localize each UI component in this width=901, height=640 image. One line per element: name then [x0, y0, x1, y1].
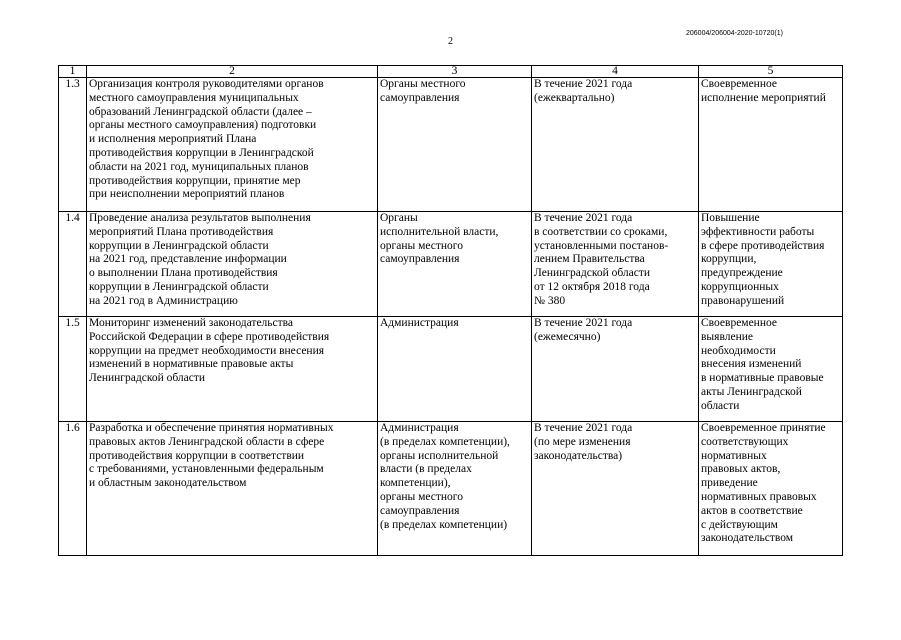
column-header: 3	[378, 66, 532, 78]
table-row	[59, 212, 843, 317]
cell-text-line: В течение 2021 года	[534, 422, 633, 434]
cell-text-line: № 380	[534, 294, 566, 307]
cell-text-line: лением Правительства	[534, 253, 645, 266]
item-number: 1.3	[59, 78, 87, 212]
column-header: 5	[699, 66, 843, 78]
cell-text-line: коррупции в Ленинградской области	[89, 239, 269, 252]
cell-text-line: соответствующих	[701, 435, 789, 448]
cell-text-line: в сфере противодействия	[701, 239, 825, 252]
cell-text-line: коррупции в Ленинградской области	[89, 280, 269, 293]
cell-text-line: Ленинградской области	[534, 267, 651, 280]
cell-text-line: (в пределах компетенции)	[380, 518, 508, 531]
cell-text-line: области	[701, 399, 740, 412]
cell-text-line: Своевременное принятие	[701, 422, 826, 434]
cell-text-line: в нормативные правовые	[701, 372, 824, 385]
cell-text-line: эффективности работы	[701, 225, 815, 238]
cell-text-line: противодействия коррупции в Ленинградской	[89, 146, 314, 159]
cell-text-line: выявление	[701, 330, 753, 343]
cell-text-line: и исполнения мероприятий Плана	[89, 133, 257, 146]
cell-text-line: (в пределах компетенции),	[380, 435, 510, 448]
term-cell	[532, 317, 699, 422]
cell-text-line: и областным законодательством	[89, 477, 247, 490]
cell-text-line: с требованиями, установленными федеральным	[89, 463, 324, 476]
anti-corruption-plan-table	[58, 65, 843, 556]
table-header-row	[59, 66, 843, 78]
item-number: 1.6	[59, 422, 87, 556]
cell-text-line: законодательством	[701, 532, 794, 545]
cell-text-line: власти (в пределах	[380, 463, 472, 476]
cell-text-line: на 2021 год в Администрацию	[89, 294, 238, 307]
cell-text-line: исполнение мероприятий	[701, 91, 826, 104]
cell-text-line: правовых актов Ленинградской области в сфере	[89, 435, 325, 448]
item-number: 1.5	[59, 317, 87, 422]
cell-text-line: установленными постанов-	[534, 239, 669, 252]
item-number: 1.4	[59, 212, 87, 317]
cell-text-line: В течение 2021 года	[534, 78, 633, 90]
result-cell	[699, 212, 843, 317]
cell-text-line: образований Ленинградской области (далее –	[89, 105, 312, 118]
column-header: 4	[532, 66, 699, 78]
term-cell	[532, 422, 699, 556]
cell-text-line: Администрация	[380, 317, 459, 329]
result-cell	[699, 78, 843, 212]
cell-text-line: законодательства)	[534, 449, 623, 462]
document-id: 206004/206004-2020-10720(1)	[686, 30, 783, 37]
cell-text-line: правовых актов,	[701, 463, 781, 476]
cell-text-line: Российской Федерации в сфере противодействия	[89, 330, 330, 343]
cell-text-line: самоуправления	[380, 504, 460, 517]
cell-text-line: нормативных правовых	[701, 490, 817, 503]
cell-text-line: на 2021 год, представление информации	[89, 253, 287, 266]
cell-text-line: актов в соответствие	[701, 504, 803, 517]
measure-cell	[87, 422, 378, 556]
cell-text-line: о выполнении Плана противодействия	[89, 267, 278, 280]
cell-text-line: противодействия коррупции в соответствии	[89, 449, 305, 462]
executor-cell	[378, 78, 532, 212]
cell-text-line: исполнительной власти,	[380, 225, 499, 238]
cell-text-line: органы местного	[380, 490, 463, 503]
cell-text-line: органы исполнительной	[380, 449, 499, 462]
executor-cell	[378, 212, 532, 317]
cell-text-line: предупреждение	[701, 267, 783, 280]
term-cell	[532, 78, 699, 212]
cell-text-line: самоуправления	[380, 91, 460, 104]
cell-text-line: необходимости	[701, 344, 776, 357]
cell-text-line: Ленинградской области	[89, 372, 206, 385]
cell-text-line: области на 2021 год, муниципальных планов	[89, 160, 309, 173]
table-body	[59, 78, 843, 556]
cell-text-line: Органы	[380, 212, 418, 224]
table-row	[59, 78, 843, 212]
cell-text-line: Органы местного	[380, 78, 466, 90]
cell-text-line: Повышение	[701, 212, 760, 224]
table-row	[59, 422, 843, 556]
cell-text-line: (ежеквартально)	[534, 91, 615, 104]
cell-text-line: органы местного	[380, 239, 463, 252]
cell-text-line: с действующим	[701, 518, 778, 531]
measure-cell	[87, 78, 378, 212]
cell-text-line: самоуправления	[380, 253, 460, 266]
cell-text-line: Разработка и обеспечение принятия нормативных	[89, 422, 334, 434]
cell-text-line: противодействия коррупции, принятие мер	[89, 174, 301, 187]
cell-text-line: Проведение анализа результатов выполнения	[89, 212, 311, 224]
cell-text-line: Своевременное	[701, 78, 777, 90]
cell-text-line: местного самоуправления муниципальных	[89, 91, 299, 104]
cell-text-line: внесения изменений	[701, 358, 802, 371]
result-cell	[699, 422, 843, 556]
measure-cell	[87, 317, 378, 422]
cell-text-line: правонарушений	[701, 294, 785, 307]
cell-text-line: приведение	[701, 477, 758, 490]
cell-text-line: компетенции),	[380, 477, 451, 490]
cell-text-line: при неисполнении мероприятий планов	[89, 188, 285, 201]
column-header: 1	[59, 66, 87, 78]
cell-text-line: нормативных	[701, 449, 767, 462]
cell-text-line: изменений в нормативные правовые акты	[89, 358, 294, 371]
cell-text-line: Мониторинг изменений законодательства	[89, 317, 294, 329]
cell-text-line: В течение 2021 года	[534, 212, 633, 224]
cell-text-line: коррупционных	[701, 280, 779, 293]
cell-text-line: Своевременное	[701, 317, 777, 329]
term-cell	[532, 212, 699, 317]
cell-text-line: Администрация	[380, 422, 459, 434]
cell-text-line: Организация контроля руководителями органов	[89, 78, 324, 90]
page-number: 2	[448, 36, 453, 47]
cell-text-line: (по мере изменения	[534, 435, 631, 448]
cell-text-line: В течение 2021 года	[534, 317, 633, 329]
cell-text-line: коррупции на предмет необходимости внесения	[89, 344, 325, 357]
cell-text-line: коррупции,	[701, 253, 757, 266]
cell-text-line: мероприятий Плана противодействия	[89, 225, 274, 238]
cell-text-line: (ежемесячно)	[534, 330, 601, 343]
column-header: 2	[87, 66, 378, 78]
cell-text-line: в соответствии со сроками,	[534, 225, 668, 238]
executor-cell	[378, 422, 532, 556]
cell-text-line: органы местного самоуправления) подготовки	[89, 119, 317, 132]
cell-text-line: акты Ленинградской	[701, 385, 802, 398]
result-cell	[699, 317, 843, 422]
table-row	[59, 317, 843, 422]
measure-cell	[87, 212, 378, 317]
executor-cell	[378, 317, 532, 422]
cell-text-line: от 12 октября 2018 года	[534, 280, 650, 293]
